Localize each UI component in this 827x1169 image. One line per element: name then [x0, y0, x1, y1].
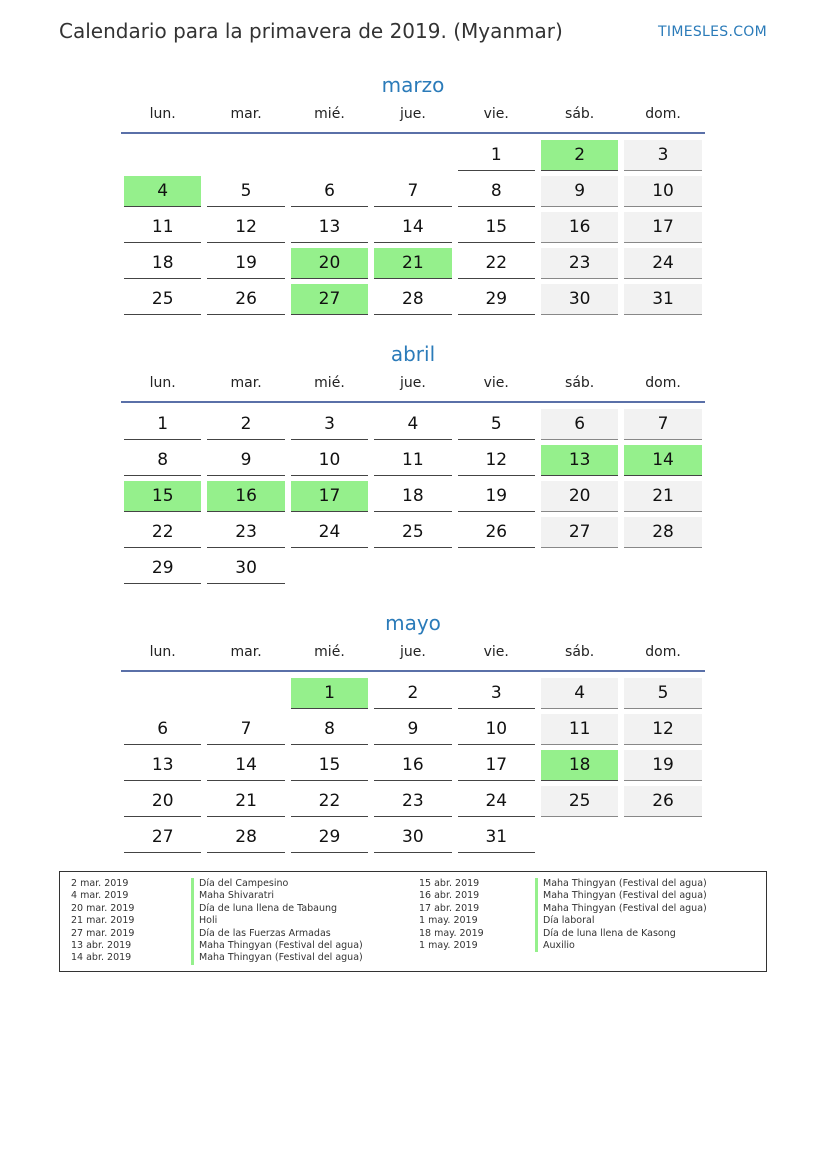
day-number: 9 — [374, 714, 451, 745]
weekday-label: mié. — [314, 375, 345, 391]
header-divider — [121, 132, 705, 134]
week-row — [121, 820, 705, 856]
day-number: 26 — [207, 284, 284, 315]
day-number: 25 — [541, 786, 618, 817]
day-number: 22 — [458, 248, 535, 279]
day-cell — [121, 443, 204, 479]
day-number — [291, 140, 368, 171]
week-row — [121, 712, 705, 748]
day-number: 27 — [541, 517, 618, 548]
day-number — [124, 140, 201, 171]
day-number: 20 — [124, 786, 201, 817]
weekday-label: sáb. — [565, 106, 595, 122]
day-cell — [204, 712, 287, 748]
legend-date: 2 mar. 2019 — [71, 878, 129, 889]
day-number: 25 — [124, 284, 201, 315]
day-cell — [121, 246, 204, 282]
day-cell — [455, 138, 538, 174]
empty-day-cell — [204, 676, 287, 712]
day-cell — [538, 676, 621, 712]
empty-day-cell — [621, 820, 704, 856]
holiday-legend — [59, 871, 767, 972]
legend-holiday-name: Día de luna llena de Tabaung — [191, 903, 363, 915]
header-divider — [121, 670, 705, 672]
day-number: 6 — [541, 409, 618, 440]
day-cell — [621, 210, 704, 246]
day-number: 17 — [291, 481, 368, 512]
weekday-label: lun. — [149, 106, 176, 122]
empty-day-cell — [121, 676, 204, 712]
day-number: 9 — [541, 176, 618, 207]
legend-holiday-name: Día de las Fuerzas Armadas — [191, 928, 363, 940]
day-number: 28 — [374, 284, 451, 315]
legend-holiday-name: Holi — [191, 915, 363, 927]
legend-dates-right — [419, 878, 484, 952]
day-number: 20 — [291, 248, 368, 279]
day-cell — [538, 246, 621, 282]
day-cell — [204, 515, 287, 551]
weekday-header-row — [121, 369, 705, 397]
day-number: 30 — [207, 553, 284, 584]
day-cell — [455, 515, 538, 551]
day-number: 21 — [374, 248, 451, 279]
day-cell — [121, 515, 204, 551]
day-cell — [371, 282, 454, 318]
holiday-day-cell — [288, 479, 371, 515]
weekday-label: mar. — [230, 644, 262, 660]
day-number: 3 — [624, 140, 701, 171]
day-number: 21 — [624, 481, 701, 512]
day-number: 17 — [624, 212, 701, 243]
empty-day-cell — [371, 138, 454, 174]
day-cell — [538, 784, 621, 820]
page-title: Calendario para la primavera de 2019. (Myanmar) — [59, 19, 563, 43]
day-number — [374, 553, 451, 584]
day-number: 18 — [374, 481, 451, 512]
day-number: 2 — [374, 678, 451, 709]
day-cell — [621, 784, 704, 820]
empty-day-cell — [204, 138, 287, 174]
day-cell — [371, 820, 454, 856]
day-cell — [288, 784, 371, 820]
day-cell — [455, 676, 538, 712]
day-number: 18 — [124, 248, 201, 279]
weekday-label: mar. — [230, 106, 262, 122]
day-cell — [288, 210, 371, 246]
day-cell — [204, 246, 287, 282]
day-number: 25 — [374, 517, 451, 548]
legend-names-left — [191, 878, 363, 965]
day-cell — [621, 712, 704, 748]
holiday-day-cell — [121, 174, 204, 210]
legend-date: 4 mar. 2019 — [71, 890, 129, 902]
holiday-day-cell — [288, 282, 371, 318]
empty-day-cell — [538, 820, 621, 856]
week-row — [121, 246, 705, 282]
holiday-day-cell — [204, 479, 287, 515]
weekday-label: jue. — [399, 375, 426, 391]
day-cell — [204, 174, 287, 210]
day-cell — [455, 784, 538, 820]
legend-holiday-name: Auxilio — [535, 940, 707, 952]
weekday-label: sáb. — [565, 644, 595, 660]
legend-holiday-name: Día laboral — [535, 915, 707, 927]
day-cell — [121, 820, 204, 856]
week-row — [121, 174, 705, 210]
day-number: 11 — [374, 445, 451, 476]
day-cell — [288, 443, 371, 479]
legend-date: 15 abr. 2019 — [419, 878, 480, 889]
day-cell — [621, 282, 704, 318]
week-row — [121, 551, 705, 587]
week-row — [121, 282, 705, 318]
weekday-label: lun. — [149, 644, 176, 660]
day-cell — [288, 407, 371, 443]
empty-day-cell — [621, 551, 704, 587]
week-row — [121, 748, 705, 784]
month-marzo — [121, 70, 705, 318]
day-number: 24 — [458, 786, 535, 817]
day-cell — [288, 748, 371, 784]
day-cell — [621, 479, 704, 515]
day-cell — [204, 820, 287, 856]
week-row — [121, 784, 705, 820]
day-number: 4 — [124, 176, 201, 207]
day-number: 21 — [207, 786, 284, 817]
month-name: marzo — [381, 73, 445, 97]
day-number: 31 — [458, 822, 535, 853]
day-number: 8 — [124, 445, 201, 476]
day-number: 13 — [291, 212, 368, 243]
week-row — [121, 138, 705, 174]
day-number — [207, 140, 284, 171]
day-number: 19 — [207, 248, 284, 279]
weekday-label: vie. — [483, 375, 509, 391]
day-number: 28 — [207, 822, 284, 853]
legend-date: 1 may. 2019 — [419, 915, 478, 927]
day-cell — [455, 748, 538, 784]
day-number: 29 — [124, 553, 201, 584]
day-number: 16 — [374, 750, 451, 781]
day-cell — [455, 282, 538, 318]
brand-logo-link[interactable]: TIMESLES.COM — [658, 24, 767, 40]
weekday-label: lun. — [149, 375, 176, 391]
weekday-label: vie. — [483, 106, 509, 122]
day-cell — [621, 174, 704, 210]
day-cell — [371, 479, 454, 515]
legend-names-right — [535, 878, 707, 952]
day-cell — [455, 479, 538, 515]
holiday-day-cell — [371, 246, 454, 282]
day-number: 1 — [124, 409, 201, 440]
day-number: 9 — [207, 445, 284, 476]
day-number: 23 — [541, 248, 618, 279]
day-cell — [288, 712, 371, 748]
day-number: 19 — [458, 481, 535, 512]
day-cell — [371, 515, 454, 551]
day-number: 27 — [291, 284, 368, 315]
day-cell — [121, 407, 204, 443]
day-number: 6 — [291, 176, 368, 207]
day-cell — [455, 712, 538, 748]
day-number: 11 — [541, 714, 618, 745]
day-number: 18 — [541, 750, 618, 781]
day-number: 30 — [374, 822, 451, 853]
day-cell — [538, 712, 621, 748]
week-row — [121, 210, 705, 246]
header-divider — [121, 401, 705, 403]
day-number: 29 — [458, 284, 535, 315]
day-number: 26 — [458, 517, 535, 548]
day-cell — [121, 712, 204, 748]
day-cell — [204, 748, 287, 784]
day-cell — [455, 246, 538, 282]
weekday-header-row — [121, 100, 705, 128]
month-mayo — [121, 608, 705, 856]
day-cell — [204, 282, 287, 318]
day-number: 7 — [207, 714, 284, 745]
day-cell — [621, 138, 704, 174]
day-number: 7 — [624, 409, 701, 440]
day-cell — [204, 210, 287, 246]
day-number — [458, 553, 535, 584]
legend-holiday-name: Maha Thingyan (Festival del agua) — [535, 890, 707, 902]
day-cell — [538, 479, 621, 515]
day-number: 4 — [541, 678, 618, 709]
weekday-label: mar. — [230, 375, 262, 391]
day-number: 14 — [207, 750, 284, 781]
day-number — [124, 678, 201, 709]
month-abril — [121, 339, 705, 587]
day-cell — [621, 246, 704, 282]
day-cell — [371, 784, 454, 820]
week-row — [121, 479, 705, 515]
day-cell — [455, 174, 538, 210]
day-cell — [455, 820, 538, 856]
legend-holiday-name: Día de luna llena de Kasong — [535, 928, 707, 940]
day-cell — [121, 748, 204, 784]
day-number: 22 — [291, 786, 368, 817]
weekday-label: dom. — [645, 375, 681, 391]
month-name: abril — [390, 342, 436, 366]
day-number: 12 — [624, 714, 701, 745]
day-cell — [121, 784, 204, 820]
day-number: 11 — [124, 212, 201, 243]
day-cell — [204, 407, 287, 443]
day-cell — [621, 515, 704, 551]
day-number — [207, 678, 284, 709]
day-number: 29 — [291, 822, 368, 853]
day-number: 12 — [207, 212, 284, 243]
weekday-label: vie. — [483, 644, 509, 660]
day-number: 3 — [458, 678, 535, 709]
legend-dates-left — [71, 878, 134, 965]
day-number — [291, 553, 368, 584]
holiday-day-cell — [621, 443, 704, 479]
weekday-label: dom. — [645, 644, 681, 660]
day-number: 28 — [624, 517, 701, 548]
day-cell — [288, 515, 371, 551]
day-number: 27 — [124, 822, 201, 853]
day-number: 13 — [124, 750, 201, 781]
month-name: mayo — [385, 611, 441, 635]
week-row — [121, 515, 705, 551]
legend-date: 27 mar. 2019 — [71, 927, 135, 939]
legend-date: 16 abr. 2019 — [419, 890, 480, 902]
day-number: 13 — [541, 445, 618, 476]
day-number: 23 — [374, 786, 451, 817]
legend-date: 18 may. 2019 — [419, 927, 484, 939]
day-cell — [371, 210, 454, 246]
holiday-day-cell — [121, 479, 204, 515]
day-number: 17 — [458, 750, 535, 781]
day-cell — [121, 210, 204, 246]
day-number: 26 — [624, 786, 701, 817]
day-number: 5 — [624, 678, 701, 709]
day-number — [541, 553, 618, 584]
empty-day-cell — [371, 551, 454, 587]
day-number: 16 — [207, 481, 284, 512]
legend-date: 14 abr. 2019 — [71, 952, 132, 964]
legend-holiday-name: Maha Thingyan (Festival del agua) — [535, 903, 707, 915]
legend-holiday-name: Día del Campesino — [191, 878, 363, 890]
empty-day-cell — [288, 551, 371, 587]
weekday-label: sáb. — [565, 375, 595, 391]
day-number: 8 — [291, 714, 368, 745]
legend-holiday-name: Maha Thingyan (Festival del agua) — [535, 878, 707, 890]
day-number: 14 — [374, 212, 451, 243]
legend-date: 1 may. 2019 — [419, 939, 478, 951]
day-number: 10 — [291, 445, 368, 476]
empty-day-cell — [455, 551, 538, 587]
holiday-day-cell — [538, 443, 621, 479]
day-cell — [455, 407, 538, 443]
weekday-label: mié. — [314, 644, 345, 660]
legend-holiday-name: Maha Shivaratri — [191, 890, 363, 902]
day-cell — [538, 407, 621, 443]
day-cell — [538, 515, 621, 551]
day-cell — [204, 551, 287, 587]
day-number — [374, 140, 451, 171]
weekday-label: mié. — [314, 106, 345, 122]
day-cell — [121, 282, 204, 318]
day-number: 1 — [458, 140, 535, 171]
day-cell — [538, 282, 621, 318]
day-cell — [371, 407, 454, 443]
weekday-label: jue. — [399, 106, 426, 122]
day-number — [541, 822, 618, 853]
week-row — [121, 676, 705, 712]
day-number: 7 — [374, 176, 451, 207]
day-number: 10 — [458, 714, 535, 745]
day-number: 24 — [291, 517, 368, 548]
day-cell — [621, 407, 704, 443]
day-number: 4 — [374, 409, 451, 440]
day-number: 10 — [624, 176, 701, 207]
day-cell — [121, 551, 204, 587]
day-number: 12 — [458, 445, 535, 476]
day-cell — [621, 676, 704, 712]
legend-date: 21 mar. 2019 — [71, 915, 135, 927]
day-number: 15 — [458, 212, 535, 243]
day-number: 8 — [458, 176, 535, 207]
day-number — [624, 822, 701, 853]
day-number: 23 — [207, 517, 284, 548]
day-number: 2 — [541, 140, 618, 171]
day-number: 16 — [541, 212, 618, 243]
day-number: 6 — [124, 714, 201, 745]
day-cell — [621, 748, 704, 784]
legend-holiday-name: Maha Thingyan (Festival del agua) — [191, 940, 363, 952]
day-cell — [371, 443, 454, 479]
weekday-header-row — [121, 638, 705, 666]
empty-day-cell — [121, 138, 204, 174]
day-cell — [204, 784, 287, 820]
day-cell — [371, 748, 454, 784]
day-cell — [288, 820, 371, 856]
weekday-label: jue. — [399, 644, 426, 660]
day-number: 22 — [124, 517, 201, 548]
week-row — [121, 443, 705, 479]
day-number: 15 — [291, 750, 368, 781]
day-number — [624, 553, 701, 584]
day-cell — [204, 443, 287, 479]
legend-date: 20 mar. 2019 — [71, 902, 135, 914]
weekday-label: dom. — [645, 106, 681, 122]
legend-holiday-name: Maha Thingyan (Festival del agua) — [191, 952, 363, 964]
day-number: 31 — [624, 284, 701, 315]
day-number: 19 — [624, 750, 701, 781]
day-number: 1 — [291, 678, 368, 709]
day-cell — [538, 174, 621, 210]
day-number: 14 — [624, 445, 701, 476]
legend-date: 13 abr. 2019 — [71, 939, 132, 951]
day-cell — [371, 712, 454, 748]
day-cell — [288, 174, 371, 210]
day-cell — [538, 210, 621, 246]
week-row — [121, 407, 705, 443]
day-number: 15 — [124, 481, 201, 512]
legend-date: 17 abr. 2019 — [419, 902, 480, 914]
day-cell — [371, 676, 454, 712]
holiday-day-cell — [288, 246, 371, 282]
day-number: 2 — [207, 409, 284, 440]
day-number: 24 — [624, 248, 701, 279]
day-cell — [455, 210, 538, 246]
empty-day-cell — [538, 551, 621, 587]
holiday-day-cell — [538, 748, 621, 784]
holiday-day-cell — [538, 138, 621, 174]
day-number: 3 — [291, 409, 368, 440]
day-cell — [455, 443, 538, 479]
day-number: 5 — [207, 176, 284, 207]
day-cell — [371, 174, 454, 210]
day-number: 30 — [541, 284, 618, 315]
day-number: 5 — [458, 409, 535, 440]
day-number: 20 — [541, 481, 618, 512]
holiday-day-cell — [288, 676, 371, 712]
empty-day-cell — [288, 138, 371, 174]
